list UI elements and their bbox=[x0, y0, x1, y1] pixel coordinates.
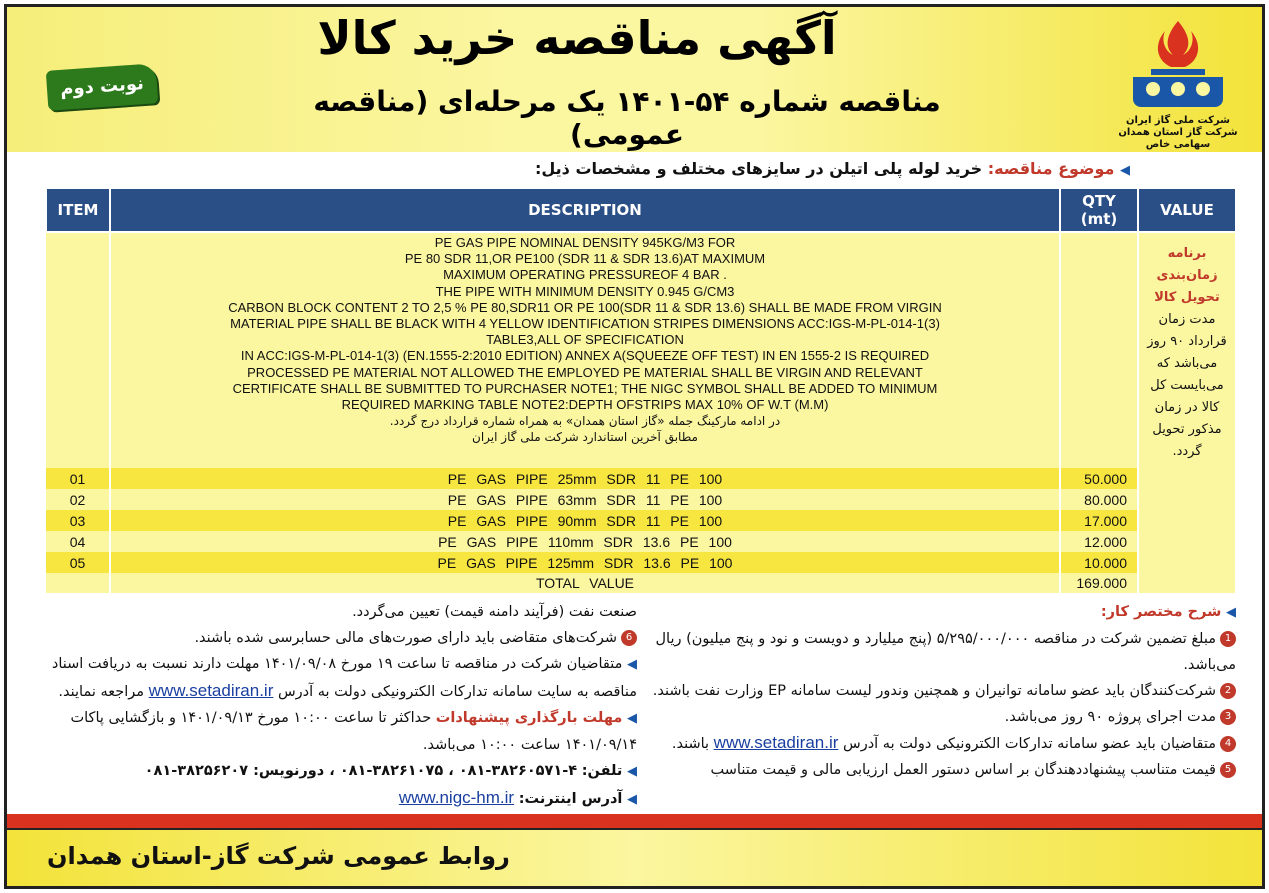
scope-item-1 bbox=[636, 626, 1236, 678]
docs-tail: مراجعه نمایند. bbox=[58, 684, 145, 700]
scope-item-text: مبلغ تضمین شرکت در مناقصه ۵/۲۹۵/۰۰۰/۰۰۰ (پنج میلیارد و دویست و نود و پنج میلیون) ریال می‌باشد. bbox=[655, 631, 1236, 673]
column-header-description: DESCRIPTION bbox=[110, 188, 1060, 232]
company-name-line: شرکت گاز استان همدان bbox=[1118, 127, 1238, 138]
item-description: PE GAS PIPE 110mm SDR 13.6 PE 100 bbox=[110, 531, 1060, 552]
scope-item-2 bbox=[636, 678, 1236, 704]
scope-section bbox=[636, 599, 1236, 783]
spec-line: PE 80 SDR 11,OR PE100 (SDR 11 & SDR 13.6)AT MAXIMUM bbox=[404, 251, 766, 267]
spec-line: MAXIMUM OPERATING PRESSUREOF 4 BAR . bbox=[443, 267, 727, 283]
table-row bbox=[46, 489, 1236, 510]
item-description: PE GAS PIPE 25mm SDR 11 PE 100 bbox=[110, 468, 1060, 489]
website-line bbox=[47, 785, 637, 813]
total-item-blank bbox=[46, 573, 110, 593]
tender-number-title: مناقصه شماره ۵۴-۱۴۰۱ یک مرحله‌ای (مناقصه عمومی) bbox=[313, 85, 941, 151]
spec-text bbox=[110, 232, 1060, 468]
scope-heading-text: شرح مختصر کار: bbox=[1100, 604, 1222, 620]
table-header-row bbox=[46, 188, 1236, 232]
spec-line: THE PIPE WITH MINIMUM DENSITY 0.945 G/CM3 bbox=[435, 283, 735, 299]
table-row bbox=[46, 531, 1236, 552]
phone-line bbox=[47, 758, 637, 785]
company-name-line: شرکت ملی گاز ایران bbox=[1126, 115, 1230, 126]
subject-text: خرید لوله پلی اتیلن در سایزهای مختلف و مشخصات ذیل: bbox=[534, 159, 983, 178]
spec-row bbox=[46, 232, 1236, 468]
website-label: آدرس اینترنت: bbox=[518, 791, 623, 807]
condition-text: شرکت‌های متقاضی باید دارای صورت‌های مالی حسابرسی شده باشند. bbox=[194, 630, 617, 646]
qty-header-unit: (mt) bbox=[1080, 210, 1118, 228]
number-5-icon: 5 bbox=[1220, 762, 1236, 778]
item-qty: 10.000 bbox=[1060, 552, 1138, 573]
nigc-hm-link[interactable]: www.nigc-hm.ir bbox=[398, 788, 515, 807]
item-description: PE GAS PIPE 63mm SDR 11 PE 100 bbox=[110, 489, 1060, 510]
spec-qty-blank bbox=[1060, 232, 1138, 468]
column-header-value: VALUE bbox=[1138, 188, 1236, 232]
triangle-bullet-icon: ◀ bbox=[1226, 605, 1236, 620]
delivery-schedule-text: مدت زمان قرارداد ۹۰ روز می‌باشد که می‌بایست کل کالا در زمان مذکور تحویل گردد. bbox=[1147, 312, 1227, 459]
spec-line: CERTIFICATE SHALL BE SUBMITTED TO PURCHASER NOTE1; THE NIGC SYMBOL SHALL BE ADDED TO MINIMUM bbox=[232, 380, 938, 396]
footer bbox=[7, 828, 1262, 886]
company-name-line: سهامی خاص bbox=[1145, 139, 1211, 150]
page-title: آگهی مناقصه خرید کالا bbox=[317, 11, 837, 65]
items-table bbox=[45, 187, 1235, 593]
scope-item-text: متقاضیان باید عضو سامانه تدارکات الکترونیکی دولت به آدرس bbox=[843, 736, 1216, 752]
number-3-icon: 3 bbox=[1220, 709, 1236, 725]
item-description: PE GAS PIPE 90mm SDR 11 PE 100 bbox=[110, 510, 1060, 531]
deadline-condition bbox=[47, 705, 637, 758]
spec-line-fa: مطابق آخرین استاندارد شرکت ملی گاز ایران bbox=[472, 430, 698, 445]
docs-condition bbox=[47, 651, 637, 705]
item-number: 05 bbox=[46, 552, 110, 573]
column-header-item: ITEM bbox=[46, 188, 110, 232]
delivery-schedule bbox=[1138, 232, 1236, 593]
scope-heading bbox=[636, 599, 1236, 626]
triangle-bullet-icon: ◀ bbox=[627, 792, 637, 807]
scope-item-text: قیمت متناسب پیشنهاددهندگان بر اساس دستور العمل ارزیابی مالی و قیمت متناسب bbox=[710, 762, 1216, 778]
total-label: TOTAL VALUE bbox=[110, 573, 1060, 593]
item-number: 02 bbox=[46, 489, 110, 510]
public-relations-signature: روابط عمومی شرکت گاز-استان همدان bbox=[47, 842, 510, 870]
column-header-qty bbox=[1060, 188, 1138, 232]
qty-header-line: QTY bbox=[1082, 192, 1116, 210]
table-row bbox=[46, 510, 1236, 531]
item-qty: 17.000 bbox=[1060, 510, 1138, 531]
scope-item-4 bbox=[636, 730, 1236, 757]
header bbox=[7, 7, 1262, 152]
deadline-text: حداکثر تا ساعت ۱۰:۰۰ مورخ ۱۴۰۱/۰۹/۱۳ و بازگشایی پاکات ۱۴۰۱/۰۹/۱۴ ساعت ۱۰:۰۰ می‌باشد. bbox=[70, 710, 637, 753]
table-row bbox=[46, 468, 1236, 489]
subject-label: موضوع مناقصه: bbox=[987, 159, 1115, 178]
delivery-schedule-heading: برنامه زمان‌بندی تحویل کالا bbox=[1154, 246, 1220, 305]
item-qty: 80.000 bbox=[1060, 489, 1138, 510]
item-number: 04 bbox=[46, 531, 110, 552]
spec-line: REQUIRED MARKING TABLE NOTE2:DEPTH OFSTRIPS MAX 10% OF W.T (M.M) bbox=[341, 397, 829, 413]
company-logo bbox=[1118, 15, 1238, 155]
condition-6 bbox=[47, 625, 637, 651]
item-number: 03 bbox=[46, 510, 110, 531]
spec-line: MATERIAL PIPE SHALL BE BLACK WITH 4 YELLOW IDENTIFICATION STRIPES DIMENSIONS ACC:IGS-M-PL-014-1(3) bbox=[230, 316, 940, 332]
flame-logo-icon bbox=[1123, 15, 1233, 115]
number-1-icon: 1 bbox=[1220, 631, 1236, 647]
scope-item-5 bbox=[636, 757, 1236, 783]
phone-label: تلفن: bbox=[581, 763, 623, 779]
number-2-icon: 2 bbox=[1220, 683, 1236, 699]
nioc-line: صنعت نفت (فرآیند دامنه قیمت) تعیین می‌گردد. bbox=[352, 604, 637, 620]
spec-line-fa: در ادامه مارکینگ جمله «گاز استان همدان» به همراه شماره قرارداد درج گردد. bbox=[389, 414, 781, 429]
deadline-label: مهلت بارگذاری پیشنهادات bbox=[435, 710, 623, 726]
scope-item-text: مدت اجرای پروژه ۹۰ روز می‌باشد. bbox=[1004, 709, 1216, 725]
item-number: 01 bbox=[46, 468, 110, 489]
spec-item-blank bbox=[46, 232, 110, 468]
triangle-bullet-icon: ◀ bbox=[1120, 163, 1130, 178]
tender-subject bbox=[535, 159, 1130, 178]
round-badge: نوبت دوم bbox=[46, 63, 159, 111]
spec-line: PE GAS PIPE NOMINAL DENSITY 945KG/M3 FOR bbox=[434, 235, 736, 250]
phone-text: ۴-۳۸۲۶۰۵۷۱-۰۸۱ ، ۳۸۲۶۱۰۷۵-۰۸۱ ، دورنویس: ۳۸۲۵۶۲۰۷-۰۸۱ bbox=[144, 763, 578, 779]
setadiran-link[interactable]: www.setadiran.ir bbox=[148, 681, 274, 700]
item-description: PE GAS PIPE 125mm SDR 13.6 PE 100 bbox=[110, 552, 1060, 573]
spec-line: TABLE3,ALL OF SPECIFICATION bbox=[486, 332, 684, 348]
scope-item-3 bbox=[636, 704, 1236, 730]
total-qty: 169.000 bbox=[1060, 573, 1138, 593]
spec-line: IN ACC:IGS-M-PL-014-1(3) (EN.1555-2:2010 EDITION) ANNEX A(SQUEEZE OFF TEST) IN EN 1555-2 IS REQUIRED bbox=[240, 348, 930, 364]
triangle-bullet-icon: ◀ bbox=[627, 711, 637, 726]
number-6-icon: 6 bbox=[621, 630, 637, 646]
scope-item-tail: باشند. bbox=[671, 736, 710, 752]
scope-item-text: شرکت‌کنندگان باید عضو سامانه توانیران و همچنین وندور لیست سامانه EP وزارت نفت باشند. bbox=[652, 683, 1216, 699]
conditions-section bbox=[47, 599, 637, 813]
docs-text: متقاضیان شرکت در مناقصه تا ساعت ۱۹ مورخ ۱۴۰۱/۰۹/۰۸ مهلت دارند نسبت به دریافت اسناد مناقصه به سایت سامانه تدارکات الکترونیکی دولت به آدرس bbox=[51, 656, 637, 700]
item-qty: 12.000 bbox=[1060, 531, 1138, 552]
tender-notice bbox=[4, 4, 1265, 889]
number-4-icon: 4 bbox=[1220, 736, 1236, 752]
setadiran-link[interactable]: www.setadiran.ir bbox=[713, 733, 839, 752]
footer-stripe bbox=[7, 814, 1262, 828]
table-row bbox=[46, 552, 1236, 573]
item-qty: 50.000 bbox=[1060, 468, 1138, 489]
total-row bbox=[46, 573, 1236, 593]
triangle-bullet-icon: ◀ bbox=[627, 764, 637, 779]
triangle-bullet-icon: ◀ bbox=[627, 657, 637, 672]
spec-line: PROCESSED PE MATERIAL NOT ALLOWED THE EMPLOYED PE MATERIAL SHALL BE VIRGIN AND RELEVANT bbox=[247, 364, 923, 380]
spec-line: CARBON BLOCK CONTENT 2 TO 2,5 % PE 80,SDR11 OR PE 100(SDR 11 & SDR 13.6) SHALL BE MADE FROM VIRGIN bbox=[228, 299, 942, 315]
